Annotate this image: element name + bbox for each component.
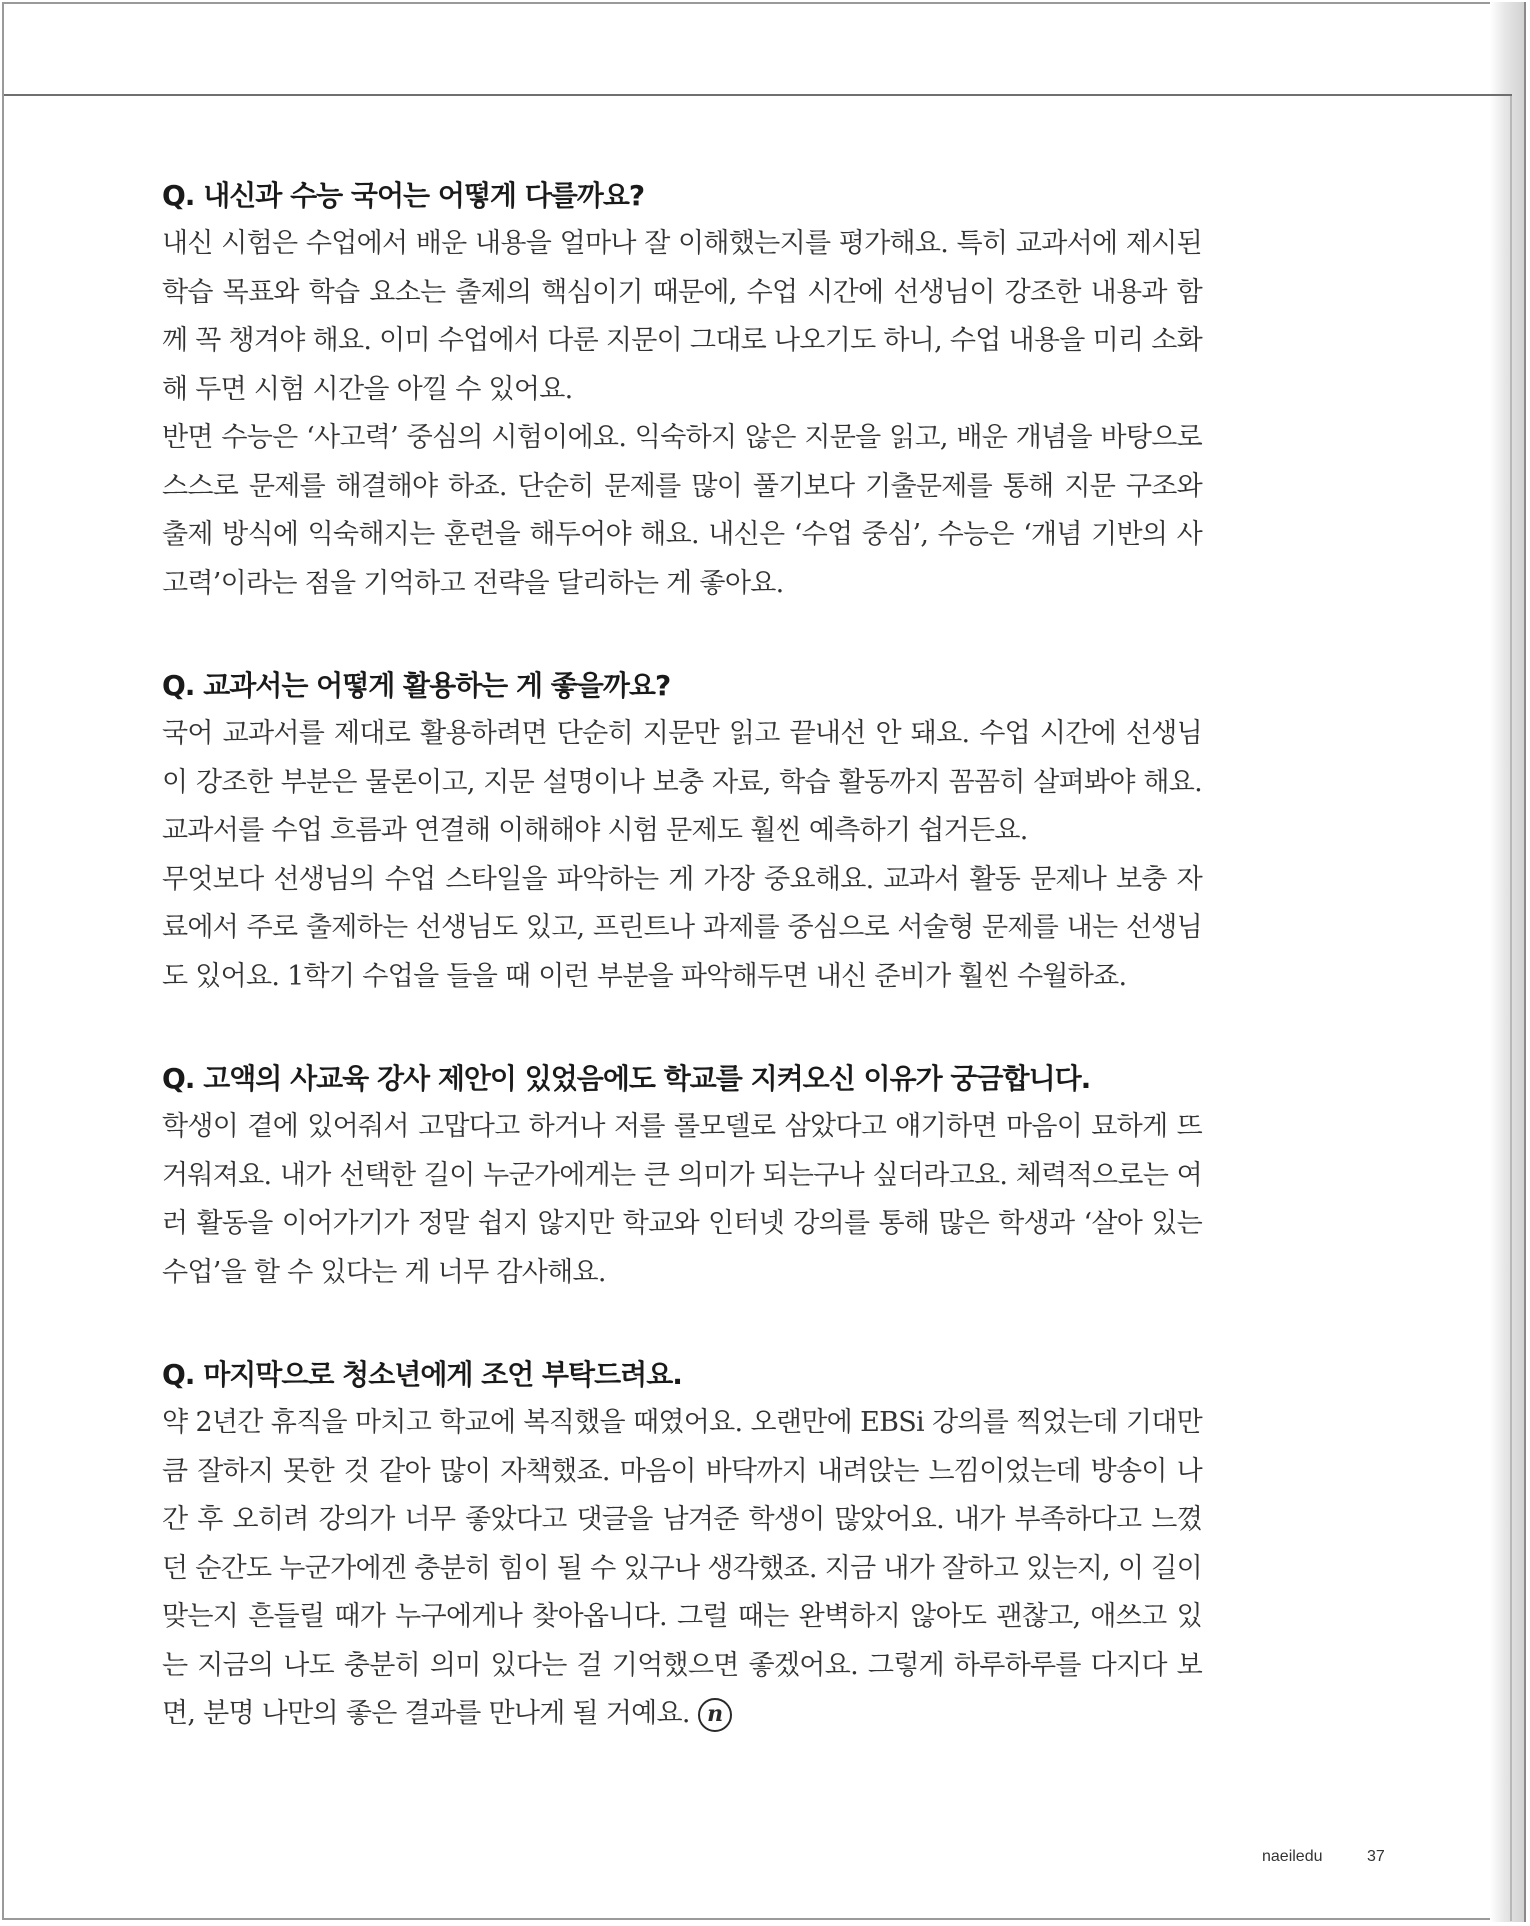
answer-paragraph: 반면 수능은 ‘사고력’ 중심의 시험이에요. 익숙하지 않은 지문을 읽고, 배운 개념을 바탕으로 스스로 문제를 해결해야 하죠. 단순히 문제를 많이 풀기보다 기출문제를 통해 지문 구조와 출제 방식에 익숙해지는 훈련을 해두어야 해요. 내신은 ‘수업 중심’, 수능은 ‘개념 기반의 사고력’이라는 점을 기억하고 전략을 달리하는 게 좋아요. — [162, 422, 1202, 599]
page-number: 37 — [1366, 1848, 1385, 1865]
header-rule — [4, 94, 1512, 96]
qa-section — [162, 662, 1202, 1001]
answer-paragraph — [162, 1399, 1202, 1739]
footer-brand: naeiledu — [1262, 1848, 1323, 1865]
qa-section — [162, 172, 1202, 608]
qa-section — [162, 1351, 1202, 1739]
answer-paragraph: 국어 교과서를 제대로 활용하려면 단순히 지문만 읽고 끝내선 안 돼요. 수업 시간에 선생님이 강조한 부분은 물론이고, 지문 설명이나 보충 자료, 학습 활동까지 꼼꼼히 살펴봐야 해요. 교과서를 수업 흐름과 연결해 이해해야 시험 문제도 훨씬 예측하기 쉽거든요. — [162, 718, 1202, 846]
question-heading: Q. 교과서는 어떻게 활용하는 게 좋을까요? — [162, 669, 671, 702]
page-footer — [1262, 1848, 1385, 1866]
article-body — [162, 172, 1202, 1739]
question-heading: Q. 내신과 수능 국어는 어떻게 다를까요? — [162, 179, 645, 212]
qa-section — [162, 1055, 1202, 1297]
answer-text: 약 2년간 휴직을 마치고 학교에 복직했을 때였어요. 오랜만에 EBSi 강의를 찍었는데 기대만큼 잘하지 못한 것 같아 많이 자책했죠. 마음이 바닥까지 내려앉는 느낌이었는데 방송이 나간 후 오히려 강의가 너무 좋았다고 댓글을 남겨준 학생이 많았어요. 내가 부족하다고 느꼈던 순간도 누군가에겐 충분히 힘이 될 수 있구나 생각했죠. 지금 내가 잘하고 있는지, 이 길이 맞는지 흔들릴 때가 누구에게나 찾아옵니다. 그럴 때는 완벽하지 않아도 괜찮고, 애쓰고 있는 지금의 나도 충분히 의미 있다는 걸 기억했으면 좋겠어요. 그렇게 하루하루를 다지다 보면, 분명 나만의 좋은 결과를 만나게 될 거예요. — [162, 1407, 1202, 1729]
answer-paragraph: 무엇보다 선생님의 수업 스타일을 파악하는 게 가장 중요해요. 교과서 활동 문제나 보충 자료에서 주로 출제하는 선생님도 있고, 프린트나 과제를 중심으로 서술형 문제를 내는 선생님도 있어요. 1학기 수업을 들을 때 이런 부분을 파악해두면 내신 준비가 훨씬 수월하죠. — [162, 863, 1202, 992]
answer-paragraph: 학생이 곁에 있어줘서 고맙다고 하거나 저를 롤모델로 삼았다고 얘기하면 마음이 묘하게 뜨거워져요. 내가 선택한 길이 누군가에게는 큰 의미가 되는구나 싶더라고요. 체력적으로는 여러 활동을 이어가기가 정말 쉽지 않지만 학교와 인터넷 강의를 통해 많은 학생과 ‘살아 있는 수업’을 할 수 있다는 게 너무 감사해요. — [162, 1111, 1202, 1288]
question-heading: Q. 고액의 사교육 강사 제안이 있었음에도 학교를 지켜오신 이유가 궁금합니다. — [162, 1062, 1091, 1095]
answer-paragraph: 내신 시험은 수업에서 배운 내용을 얼마나 잘 이해했는지를 평가해요. 특히 교과서에 제시된 학습 목표와 학습 요소는 출제의 핵심이기 때문에, 수업 시간에 선생님이 강조한 내용과 함께 꼭 챙겨야 해요. 이미 수업에서 다룬 지문이 그대로 나오기도 하니, 수업 내용을 미리 소화해 두면 시험 시간을 아낄 수 있어요. — [162, 228, 1202, 405]
page-edge — [1490, 2, 1526, 1922]
end-mark-icon: n — [698, 1698, 732, 1732]
question-heading: Q. 마지막으로 청소년에게 조언 부탁드려요. — [162, 1358, 682, 1391]
page-edge-line — [1510, 96, 1512, 1921]
